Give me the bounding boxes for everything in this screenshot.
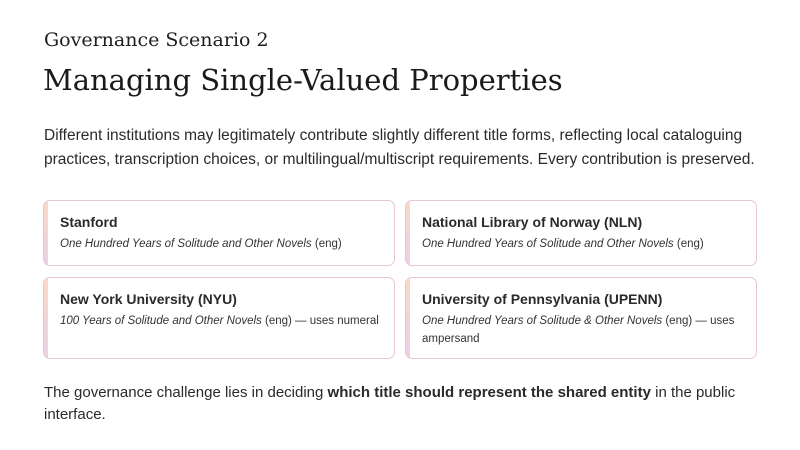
slide-kicker: Governance Scenario 2	[44, 29, 269, 51]
title-form-note: (eng)	[673, 238, 704, 250]
intro-paragraph: Different institutions may legitimately contribute slightly different title forms, reflecting local cataloguing practices, transcription choices, or multilingual/multiscript requirements. Every contribution is preserved.	[44, 127, 755, 168]
card-stanford	[43, 200, 395, 266]
footer-paragraph	[44, 382, 764, 426]
slide-title: Managing Single-Valued Properties	[43, 63, 563, 97]
title-form-text: One Hundred Years of Solitude and Other Novels	[60, 238, 312, 250]
card-title-form	[60, 312, 382, 330]
card-institution: National Library of Norway (NLN)	[422, 214, 643, 230]
card-nyu	[43, 277, 395, 359]
card-title-form	[422, 312, 744, 348]
title-form-note: (eng) — uses ampersand	[422, 315, 735, 345]
title-form-note: (eng)	[311, 238, 342, 250]
card-institution: New York University (NYU)	[60, 291, 237, 307]
title-form-text: One Hundred Years of Solitude and Other Novels	[422, 238, 674, 250]
title-form-text: 100 Years of Solitude and Other Novels	[60, 315, 262, 327]
card-nln	[405, 200, 757, 266]
card-institution: Stanford	[60, 214, 118, 230]
card-title-form	[60, 235, 382, 253]
card-institution: University of Pennsylvania (UPENN)	[422, 291, 663, 307]
footer-text-before: The governance challenge lies in deciding	[44, 384, 328, 401]
card-title-form	[422, 235, 744, 253]
footer-text-after: in the public interface.	[44, 384, 736, 423]
footer-emphasis: which title should represent the shared entity	[327, 384, 651, 401]
title-form-text: One Hundred Years of Solitude & Other Novels	[422, 315, 663, 327]
card-upenn	[405, 277, 757, 359]
title-form-note: (eng) — uses numeral	[261, 315, 379, 327]
